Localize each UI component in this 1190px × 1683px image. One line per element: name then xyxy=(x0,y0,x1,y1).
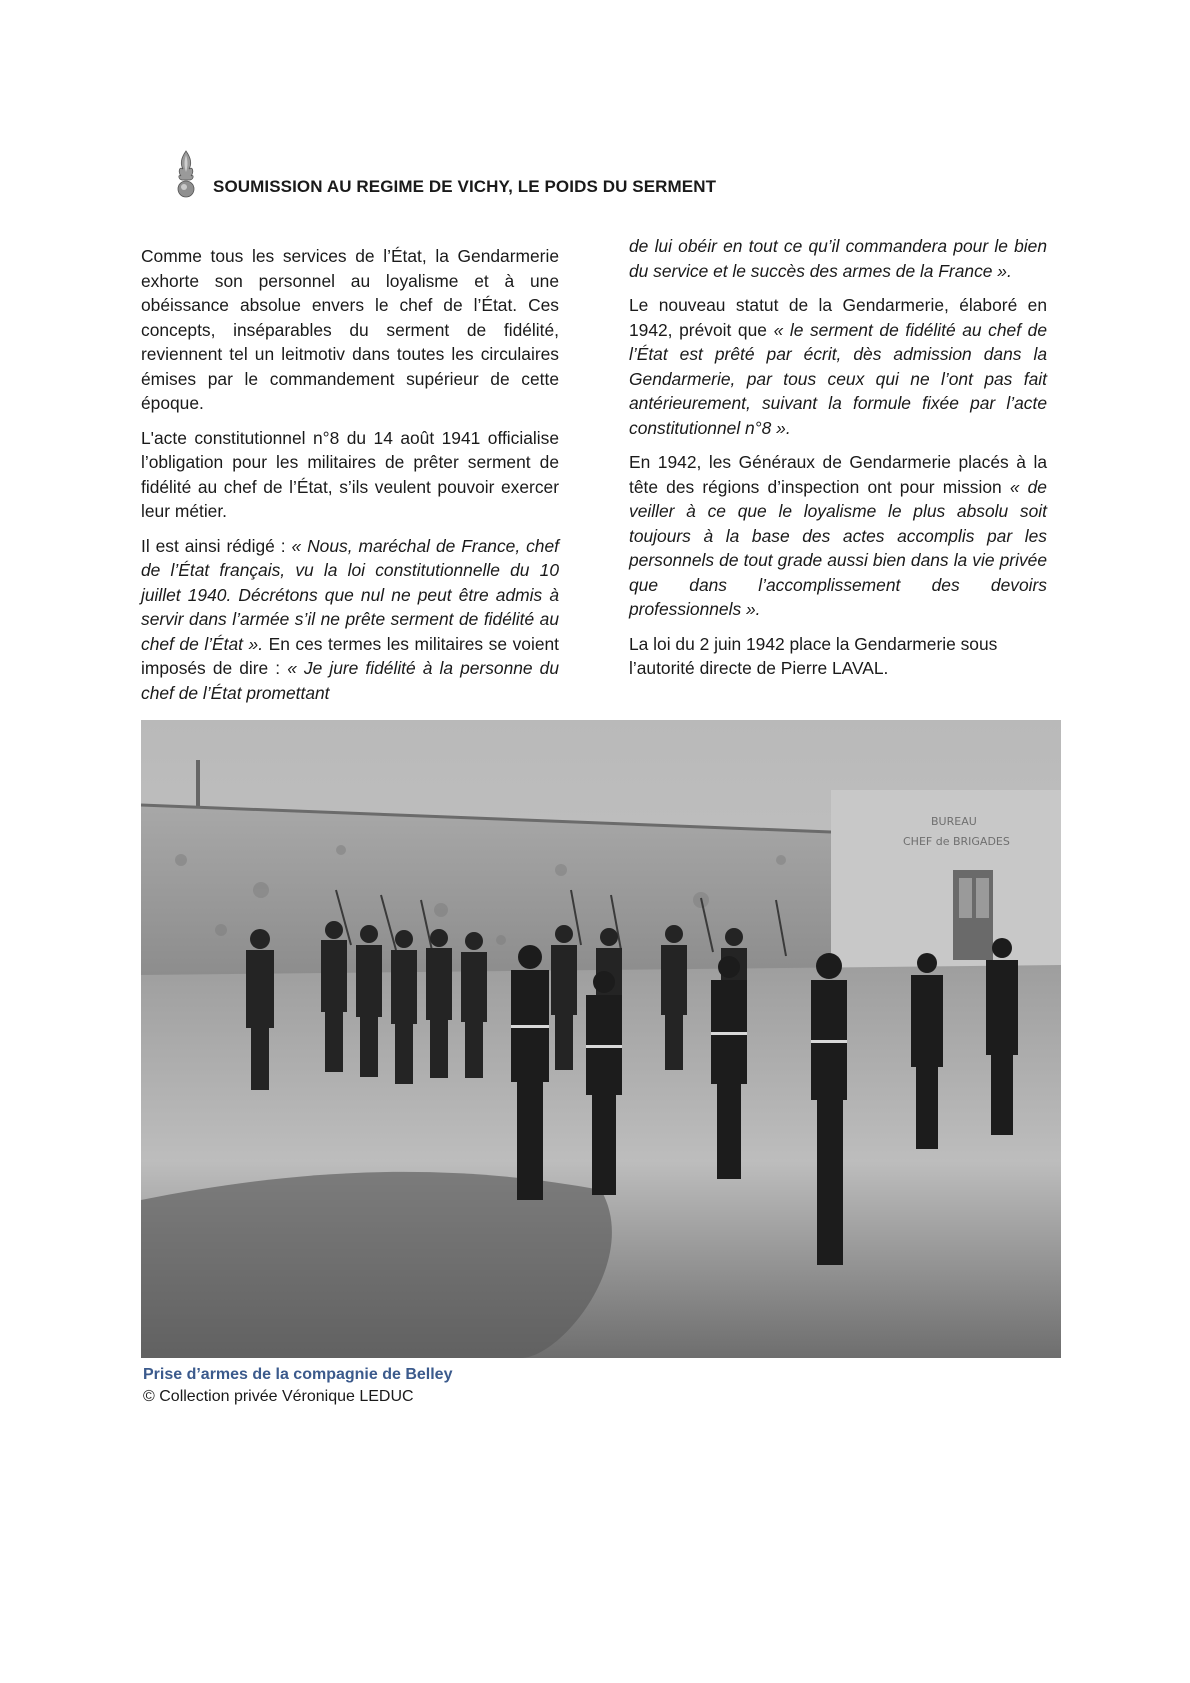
section-title: SOUMISSION AU REGIME DE VICHY, LE POIDS DU SERMENT xyxy=(213,177,717,196)
left-column xyxy=(141,244,559,715)
paragraph-oath-wording: Il est ainsi rédigé : « Nous, maréchal de France, chef de l’État français, vu la loi constitutionnelle du 10 juillet 1940. Décrétons que nul ne peut être admis à servir dans l’armée s’il ne prête serment de fidélité au chef de l’État ». En ces termes les militaires se voient imposés de dire : « Je jure fidélité à la personne du chef de l’État promettant xyxy=(141,535,560,703)
paragraph-constitutional-act: L'acte constitutionnel n°8 du 14 août 1941 officialise l’obligation pour les militaires de prêter serment de fidélité au chef de l’État, s’ils veulent pouvoir exercer leur métier. xyxy=(141,427,559,521)
sign-line-2: CHEF de BRIGADES xyxy=(903,835,1010,848)
paragraph-generals-mission: En 1942, les Généraux de Gendarmerie placés à la tête des régions d’inspection ont pour mission « de veiller à ce que le loyalisme le plus absolu soit toujours à la base des actes accomplis par les personnels de tout grade aussi bien dans la vie privée que dans l’accomplissement des devoirs professionnels ». xyxy=(629,452,1047,619)
right-column xyxy=(629,234,1047,691)
paragraph-laval-law: La loi du 2 juin 1942 place la Gendarmerie sous l’autorité directe de Pierre LAVAL. xyxy=(629,633,998,678)
paragraph-oath-continuation: de lui obéir en tout ce qu’il commandera pour le bien du service et le succès des armes de la France ». xyxy=(629,236,1047,281)
oath-decree-quote: « Nous, maréchal de France, chef de l’État français, vu la loi constitutionnelle du 10 juillet 1940. Décrétons que nul ne peut être admis à servir dans l’armée s’il ne prête serment de fidélité au chef de l’État ». xyxy=(141,535,559,654)
paragraph-loyalism: Comme tous les services de l’État, la Gendarmerie exhorte son personnel au loyalisme et à une obéissance absolue envers le chef de l’État. Ces concepts, inséparables du serment de fidélité, reviennent tel un leitmotiv dans toutes les circulaires émises par le commandement supérieur de cette époque. xyxy=(141,246,559,413)
pole xyxy=(196,760,200,810)
paragraph-new-statute: Le nouveau statut de la Gendarmerie, élaboré en 1942, prévoit que « le serment de fidélité au chef de l’État est prêté par écrit, dès admission dans la Gendarmerie, par tous ceux qui ne l’ont pas fait antérieurement, suivant la formule fixée par l’acte constitutionnel n°8 ». xyxy=(629,295,1047,438)
ceremony-photo-illustration xyxy=(141,720,1061,1358)
grenade-icon xyxy=(175,150,197,198)
sign-line-1: BUREAU xyxy=(931,815,977,828)
caption-credit: © Collection privée Véronique LEDUC xyxy=(143,1388,414,1405)
photo-caption xyxy=(143,1364,452,1408)
historical-photo xyxy=(141,720,1061,1358)
oath-text-quote: « Je jure fidélité à la personne du chef de l’État promettant xyxy=(141,658,559,703)
page-header xyxy=(175,150,975,198)
caption-title: Prise d’armes de la compagnie de Belley xyxy=(143,1366,453,1383)
mission-quote: « de veiller à ce que le loyalisme le plus absolu soit toujours à la base des actes accomplis par les personnels de tout grade aussi bien dans la vie privée que dans l’accomplissement des devoirs professionnels ». xyxy=(629,476,1047,619)
statute-quote: « le serment de fidélité au chef de l’État est prêté par écrit, dès admission dans la Gendarmerie, par tous ceux qui ne l’ont pas fait antérieurement, suivant la formule fixée par l’acte constitutionnel n°8 ». xyxy=(629,319,1047,438)
